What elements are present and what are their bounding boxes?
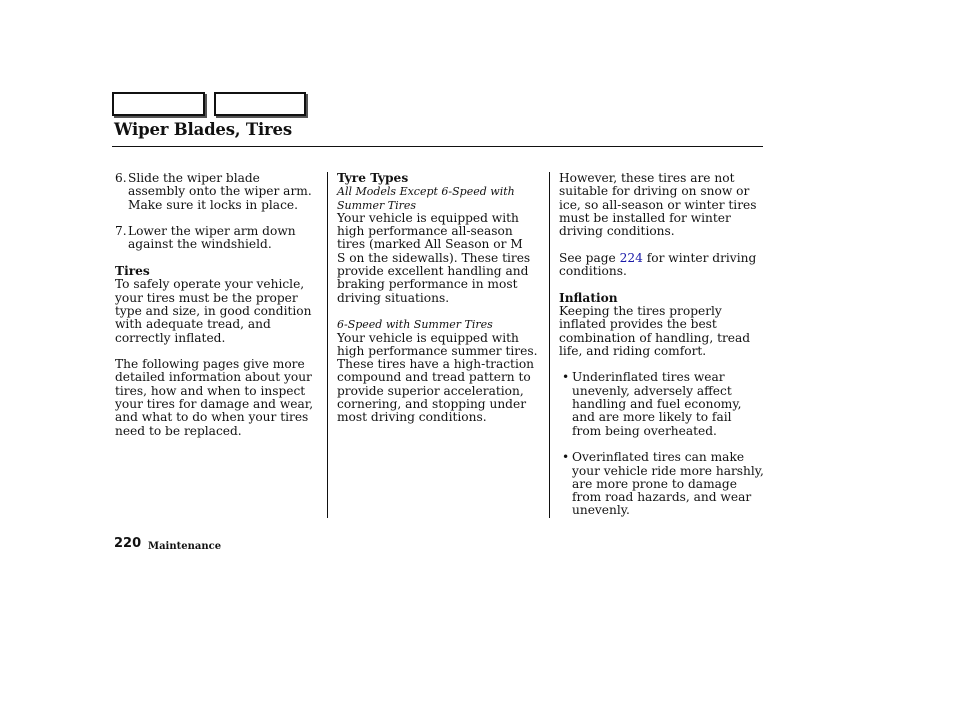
- bullet-marker: •: [562, 450, 570, 465]
- however-paragraph: However, these tires are not suitable for driving on snow or ice, so all-season or winter tires must be installed for winter driving conditions.: [559, 171, 757, 239]
- page-title: Wiper Blades, Tires: [114, 120, 292, 139]
- step-7-text: Lower the wiper arm down against the windshield.: [128, 224, 296, 252]
- see-page-paragraph: [559, 252, 764, 279]
- bullet-underinflated-text: Underinflated tires wear unevenly, adversely affect handling and fuel economy, and are more likely to fail from being overheated.: [572, 370, 742, 438]
- header-tab-2[interactable]: [214, 92, 306, 116]
- tires-heading: Tires: [115, 264, 150, 279]
- bullet-overinflated-text: Overinflated tires can make your vehicle ride more harshly, are more prone to damage from road hazards, and wear unevenly.: [572, 450, 764, 518]
- inflation-heading: Inflation: [559, 290, 618, 305]
- column-2: [337, 171, 547, 425]
- column-3: [559, 172, 764, 518]
- subheading-all-models: All Models Except 6-Speed with Summer Tires: [337, 185, 515, 212]
- step-6-number: 6.: [115, 171, 127, 185]
- tyre-types-heading: Tyre Types: [337, 171, 409, 185]
- step-6: [115, 172, 320, 212]
- header-tab-1[interactable]: [112, 92, 205, 116]
- see-page-prefix: See page: [559, 250, 620, 265]
- see-page-suffix: for winter driving conditions.: [559, 250, 757, 279]
- column-divider-2: [549, 172, 550, 518]
- bullet-underinflated: [559, 371, 764, 437]
- summer-tires-paragraph: Your vehicle is equipped with high performance summer tires. These tires have a high-traction compound and tread pattern to provide superior acceleration, cornering, and stopping under most driving conditions.: [337, 330, 538, 425]
- bullet-marker: •: [562, 370, 570, 385]
- page-number: 220: [114, 536, 142, 551]
- step-7-number: 7.: [115, 224, 127, 239]
- following-paragraph: The following pages give more detailed information about your tires, how and when to inspect your tires for damage and wear, and what to do when your tires need to be replaced.: [115, 357, 314, 438]
- bullet-overinflated: [559, 451, 764, 517]
- column-1: [115, 172, 320, 438]
- step-7: [115, 225, 320, 252]
- all-season-paragraph: Your vehicle is equipped with high performance all-season tires (marked All Season or M S on the sidewalls). These tires provide excellent handling and braking performance in most driving situations.: [337, 210, 547, 305]
- column-divider-1: [327, 172, 328, 518]
- subheading-6-speed: 6-Speed with Summer Tires: [337, 318, 493, 332]
- step-6-text: Slide the wiper blade assembly onto the wiper arm. Make sure it locks in place.: [128, 171, 312, 212]
- section-name: Maintenance: [148, 541, 222, 552]
- title-rule: [112, 146, 763, 147]
- tires-paragraph: To safely operate your vehicle, your tires must be the proper type and size, in good condition with adequate tread, and correctly inflated.: [115, 277, 312, 345]
- page-224-link[interactable]: 224: [619, 250, 643, 265]
- inflation-paragraph: Keeping the tires properly inflated provides the best combination of handling, tread life, and riding comfort.: [559, 303, 751, 358]
